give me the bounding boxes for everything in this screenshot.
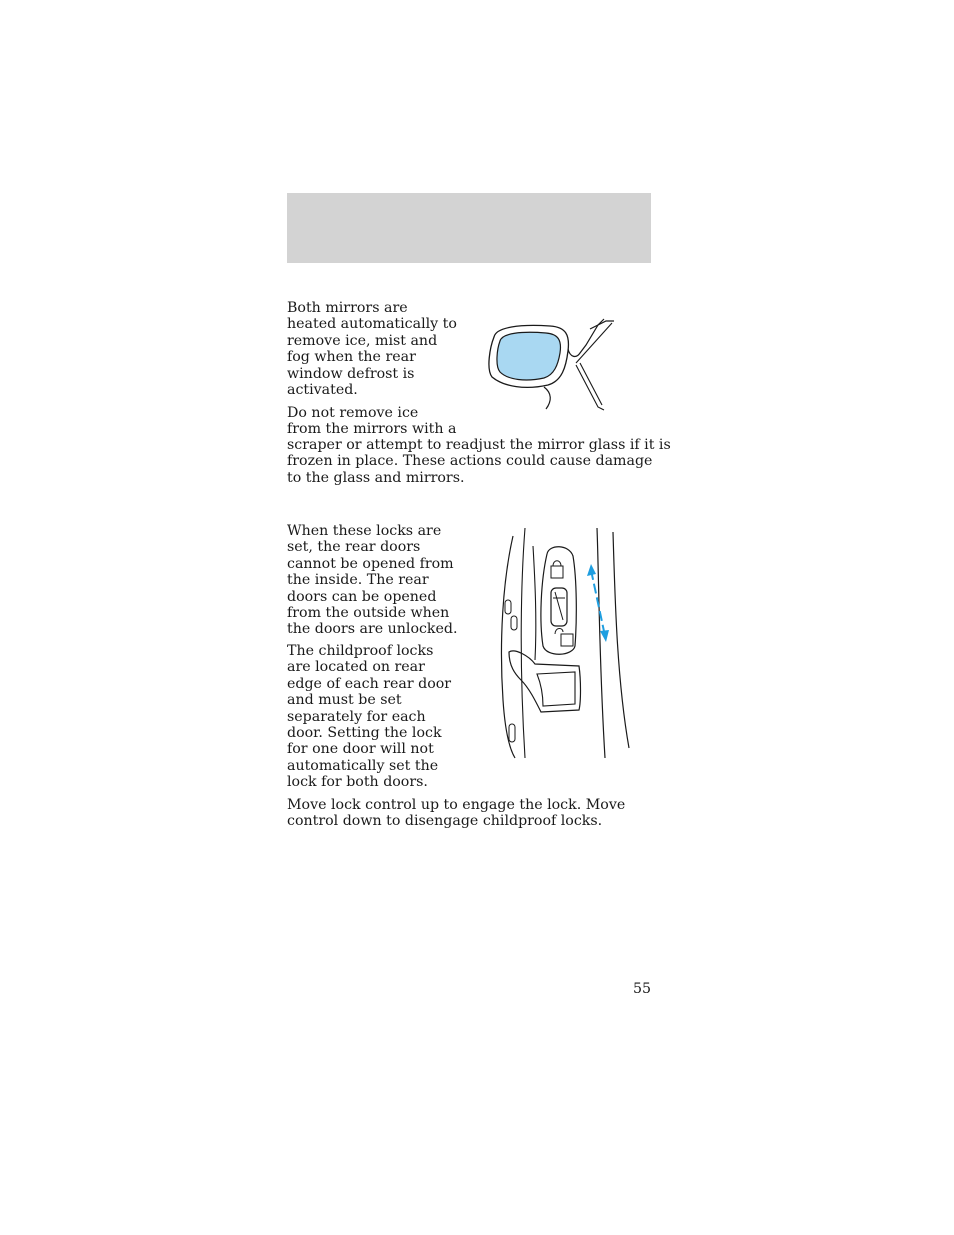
mirror-caution-start: Do not remove ice from the mirrors with a: [287, 405, 457, 438]
childproof-locks-description: When these locks are set, the rear doors cannot be opened from the inside. The rear doors can be opened from the outside when the doors are unlocked.: [287, 523, 458, 638]
arrow-up-head: [587, 564, 596, 576]
heated-mirrors-description: Both mirrors are heated automatically to remove ice, mist and fog when the rear window defrost is activated.: [287, 300, 457, 399]
page-number: 55: [632, 981, 651, 997]
arrow-down-head: [600, 630, 609, 642]
mirror-glass: [497, 332, 561, 380]
section-header-band: [287, 193, 651, 263]
mirror-caution-continued: scraper or attempt to readjust the mirror glass if it is frozen in place. These actions could cause damage to the glass and mirrors.: [287, 437, 671, 486]
childproof-locks-location: The childproof locks are located on rear edge of each rear door and must be set separately for each door. Setting the lock for one door will not automatically set the lock for both doors.: [287, 643, 452, 791]
heated-mirror-illustration: [480, 315, 620, 415]
childproof-lock-illustration: [495, 520, 640, 765]
lock-control-instructions: Move lock control up to engage the lock. Move control down to disengage childproof locks.: [287, 797, 626, 830]
